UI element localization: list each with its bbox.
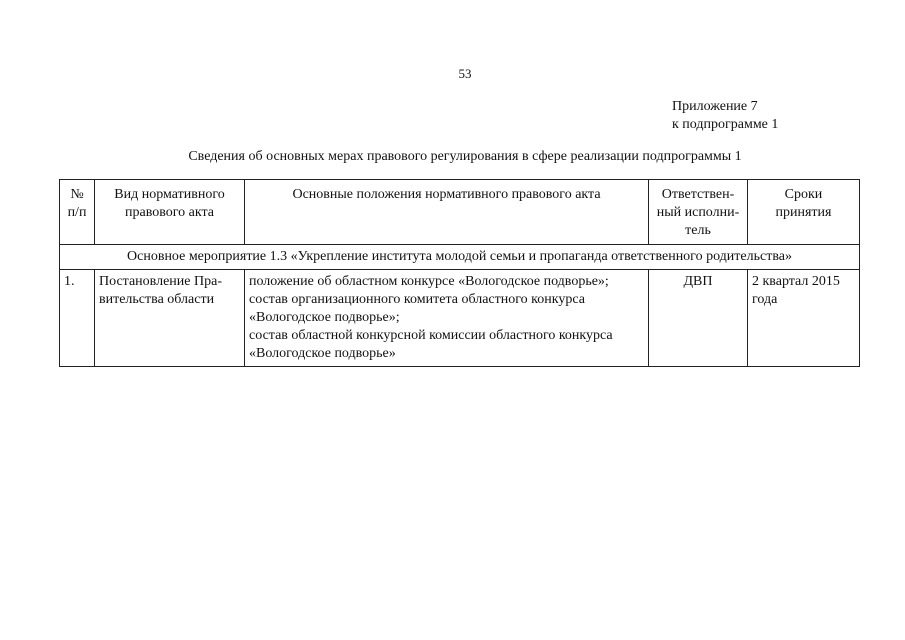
cell-num: 1. [60, 270, 95, 367]
cell-responsible: ДВП [649, 270, 748, 367]
measures-table [59, 179, 860, 367]
page-number: 53 [458, 66, 472, 81]
cell-provisions: положение об областном конкурсе «Вологодское подворье»; состав организационного комитета областного конкурса «Вологодское подворье»; состав областной конкурсной комиссии областного конкурса «Вологодское подворье» [245, 270, 649, 367]
cell-deadline: 2 квартал 2015 года [748, 270, 860, 367]
section-title: Основное мероприятие 1.3 «Укрепление института молодой семьи и пропаганда ответственного родительства» [60, 245, 860, 270]
header-num: № п/п [60, 180, 95, 245]
header-provisions: Основные положения нормативного правового акта [245, 180, 649, 245]
header-deadline: Сроки принятия [748, 180, 860, 245]
document-title: Сведения об основных мерах правового регулирования в сфере реализации подпрограммы 1 [188, 149, 742, 164]
cell-act-type: Постановление Пра- вительства области [95, 270, 245, 367]
table-header-row [60, 180, 860, 245]
table-row [60, 270, 860, 367]
section-row [60, 245, 860, 270]
appendix-line-1: Приложение 7 [672, 99, 758, 114]
appendix-line-2: к подпрограмме 1 [672, 117, 779, 132]
header-responsible: Ответствен- ный исполни- тель [649, 180, 748, 245]
header-act-type: Вид нормативного правового акта [95, 180, 245, 245]
appendix-label [672, 98, 778, 134]
